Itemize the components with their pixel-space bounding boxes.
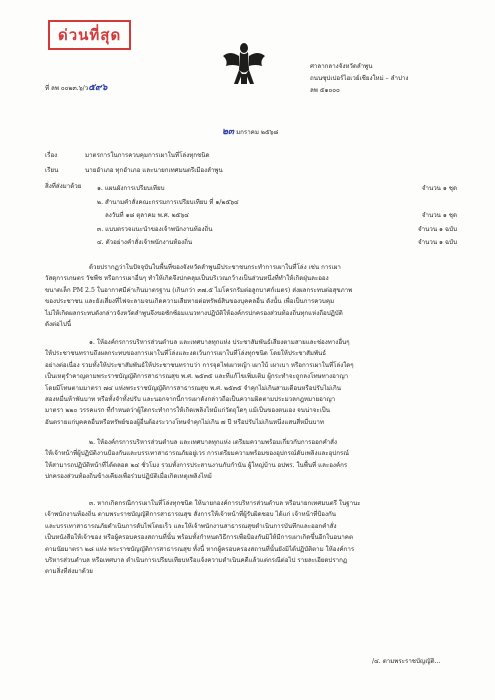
document-number-prefix: ที่ ลพ ๐๐๒๓.๖/ว (45, 85, 89, 92)
attachment-qty: จำนวน ๑ ฉบับ (418, 239, 457, 246)
garuda-emblem-icon (222, 40, 266, 86)
paragraph-line: ปกครองส่วนท้องถิ่นข้างเคียงเพื่อร่วมปฏิบัติเมื่อเกิดเหตุเพลิงไหม้ (45, 473, 212, 481)
paragraph-line: ด้วยปรากฏว่าในปัจจุบันในพื้นที่ของจังหวัดลำพูนมีประชาชนกระทำการเผาในที่โล่ง เช่น การเผา (89, 264, 341, 271)
paragraph-line: ของประชาชน และยังเสี่ยงที่ไฟจะลามจนเกิดความเสียหายต่อทรัพย์สินของบุคคลอื่น ดังนั้น เพื่อเป็นการควบคุม (45, 298, 335, 306)
attachment-qty: จำนวน ๑ ชุด (421, 185, 457, 192)
date-month-year: มกราคม ๒๕๖๘ (236, 129, 279, 136)
continuation-note: /๔. ตามพระราชบัญญัติ... (372, 658, 441, 665)
paragraph-line: สองหมื่นห้าพันบาท หรือทั้งจำทั้งปรับ และนอกจากนี้การเผาดังกล่าวถือเป็นความผิดตามประมวลกฎหมายอาญา (45, 396, 336, 404)
document-number (45, 84, 107, 93)
attachment-item (97, 182, 457, 196)
paragraph-line: เป็นเหตุรำคาญตามพระราชบัญญัติการสาธารณสุข พ.ศ. ๒๕๓๕ และที่แก้ไขเพิ่มเติม ผู้กระทำจะถูกลงโทษทางอาญา (45, 373, 349, 381)
paragraph-line: อันตรายแก่บุคคลอื่นหรือทรัพย์ของผู้อื่นต้องระวางโทษจำคุกไม่เกิน ๗ ปี หรือปรับไม่เกินหนึ่งแสนสี่หมื่นบาท (45, 418, 324, 426)
urgent-stamp: ด่วนที่สุด (48, 20, 131, 50)
attachment-qty: จำนวน ๑ ฉบับ (418, 225, 457, 233)
paragraph-line: อย่างต่อเนื่อง รวมทั้งให้ประชาสัมพันธ์ให้ประชาชนทราบว่า การจุดไฟเผาหญ้า เผาใบ้ เผาเบา หรือการเผาในที่โล่งใดๆ (45, 361, 354, 369)
body-paragraph-1 (45, 262, 457, 330)
body-paragraph-4 (45, 498, 457, 578)
paragraph-line: ไม่ให้เกิดผลกระทบดังกล่าวจังหวัดลำพูนจึงขอซักซ้อมแนวทางปฏิบัติให้องค์กรปกครองส่วนท้องถิ่นทุกแห่งถือปฏิบัติ (45, 309, 343, 317)
paragraph-line: ตามนัยมาตรา ๒๘ แห่ง พระราชบัญญัติการสาธารณสุข ทั้งนี้ หากผู้ครอบครองสถานที่นั้นยังมิได้ปฏิบัติตาม ให้องค์การ (45, 545, 355, 553)
attachments-list (97, 182, 457, 250)
attachment-qty: จำนวน ๑ ชุด (421, 212, 457, 219)
paragraph-line: ตามสิ่งที่ส่งมาด้วย (45, 568, 93, 576)
attachments-label: สิ่งที่ส่งมาด้วย (45, 183, 82, 190)
paragraph-line: ๑. ให้องค์กรการบริหารส่วนตำบล และเทศบาลทุกแห่ง ประชาสัมพันธ์เสียงตามสายและช่องทางอื่นๆ (89, 339, 350, 346)
document-number-handwritten: ๕๙๖ (88, 83, 108, 93)
paragraph-line: วัสดุการเกษตร วัชพืช หรือการเผาอื่นๆ ทำให้เกิดจึงปกคลุมเป็นบริเวณกว้างเป็นส่วนหนึ่งที่ทำให้เกิดฝุ่นละออง (45, 275, 329, 283)
paragraph-line: และบรรเทาสาธารณภัยดำเนินการดับไฟโดยเร็ว และให้เจ้าพนักงานสาธารณสุขดำเนินการบันทึกและออกคำสั่ง (45, 522, 337, 530)
paragraph-line: ให้ประชาชนทราบถึงผลกระทบของการเผาในที่โล่งและงดเว้นการเผาในที่โล่งทุกชนิด โดยให้ประชาสัมพันธ์ (45, 350, 327, 358)
attachment-text: ๔. ตัวอย่างคำสั่งเจ้าพนักงานท้องถิ่น (97, 239, 193, 246)
attachment-text: ๓. แบบตรวจแนะนำของเจ้าพนักงานท้องถิ่น (97, 225, 213, 233)
body-paragraph-2 (45, 337, 457, 428)
attachment-item (97, 209, 457, 223)
paragraph-line: ๓. หากเกิดกรณีการเผาในที่โล่งทุกชนิด ให้นายกองค์การบริหารส่วนตำบล หรือนายกเทศมนตรี ในฐานะ (89, 500, 361, 507)
paragraph-line: ดังต่อไปนี้ (45, 321, 72, 329)
paragraph-line: เป็นหนังสือให้เจ้าของ หรือผู้ครอบครองสถานที่นั้น พร้อมทั้งกำหนดวิธีการเพื่อป้องกันมิให้มีการเผาเกิดขึ้นอีกในอนาคต (45, 534, 353, 542)
attachment-item (97, 223, 457, 237)
attachment-text: ลงวันที่ ๑๘ ตุลาคม พ.ศ. ๒๕๖๔ (105, 212, 189, 219)
paragraph-line: ให้สามารถปฏิบัติหน้าที่ได้ตลอด ๒๔ ชั่วโมง รวมทั้งการประสานงานกับกำนัน ผู้ใหญ่บ้าน อปพร. ในพื้นที่ และองค์กร (45, 461, 348, 469)
paragraph-line: เจ้าพนักงานท้องถิ่น ตามพระราชบัญญัติการสาธารณสุข สั่งการให้เจ้าหน้าที่ผู้รับผิดชอบ ได้แก่ เจ้าหน้าที่ป้องกัน (45, 511, 337, 519)
document-date (222, 128, 278, 137)
subject-text: มาตรการในการควบคุมการเผาในที่โล่งทุกชนิด (85, 152, 210, 159)
recipient-label: เรียน (45, 167, 59, 174)
issuer-address-line: ถนนซุปเปอร์ไฮเวย์เชียงใหม่ – ลำปาง (310, 75, 409, 82)
paragraph-line: โดยมีโทษตามมาตรา ๗๔ แห่งพระราชบัญญัติการสาธารณสุข พ.ศ. ๒๕๓๕ จำคุกไม่เกินสามเดือนหรือปรับไม่เกิน (45, 384, 341, 392)
paragraph-line: ให้เจ้าหน้าที่ผู้ปฏิบัติงานป้องกันและบรรเทาสาธารณภัยอยู่เวร การเตรียมความพร้อมของอุปกรณ์ดับเพลิงและอุปกรณ์ (45, 450, 350, 458)
attachment-item (97, 236, 457, 250)
attachment-text: ๑. แผนผังการเปรียบเทียบ (97, 185, 165, 192)
recipient-text: นายอำเภอ ทุกอำเภอ และนายกเทศมนตรีเมืองลำพูน (85, 167, 223, 174)
paragraph-line: มาตรา ๒๒๐ วรรคแรก ที่กำหนดว่าผู้ใดกระทำการให้เกิดเพลิงไหม้แก่วัตถุใดๆ แม้เป็นของตนเอง จนน่าจะเป็น (45, 407, 330, 415)
paragraph-line: ๒. ให้องค์กรการบริหารส่วนตำบล และเทศบาลทุกแห่ง เตรียมความพร้อมเกี่ยวกับการออกคำสั่ง (89, 439, 337, 446)
body-paragraph-3 (45, 437, 457, 483)
date-day-handwritten: ๒๓ (222, 127, 235, 137)
paragraph-line: บริหารส่วนตำบล หรือเทศบาล ดำเนินการเปรียบเทียบหรือแจ้งความดำเนินคดีแล้วแต่กรณีต่อไป รายละเอียดปรากฏ (45, 557, 348, 565)
subject-label: เรื่อง (45, 152, 58, 159)
recipient-row (45, 166, 223, 175)
attachment-item (97, 196, 457, 210)
paragraph-line: ขนาดเล็ก PM 2.5 ในอากาศมีค่าเกินมาตรฐาน (เกินกว่า ๓๗.๕ ไมโครกรัมต่อลูกบาศก์เมตร) ส่งผลกระทบต่อสุขภาพ (45, 286, 353, 294)
issuer-address (310, 61, 408, 97)
subject-row (45, 151, 210, 160)
issuer-address-line: ศาลากลางจังหวัดลำพูน (310, 63, 373, 70)
attachment-text: ๒. สำนามคำสั่งคณะกรรมการเปรียบเทียบ ที่ ๑/๒๕๖๔ (97, 198, 239, 206)
issuer-address-line: ลพ ๕๑๐๐๐ (310, 87, 340, 94)
